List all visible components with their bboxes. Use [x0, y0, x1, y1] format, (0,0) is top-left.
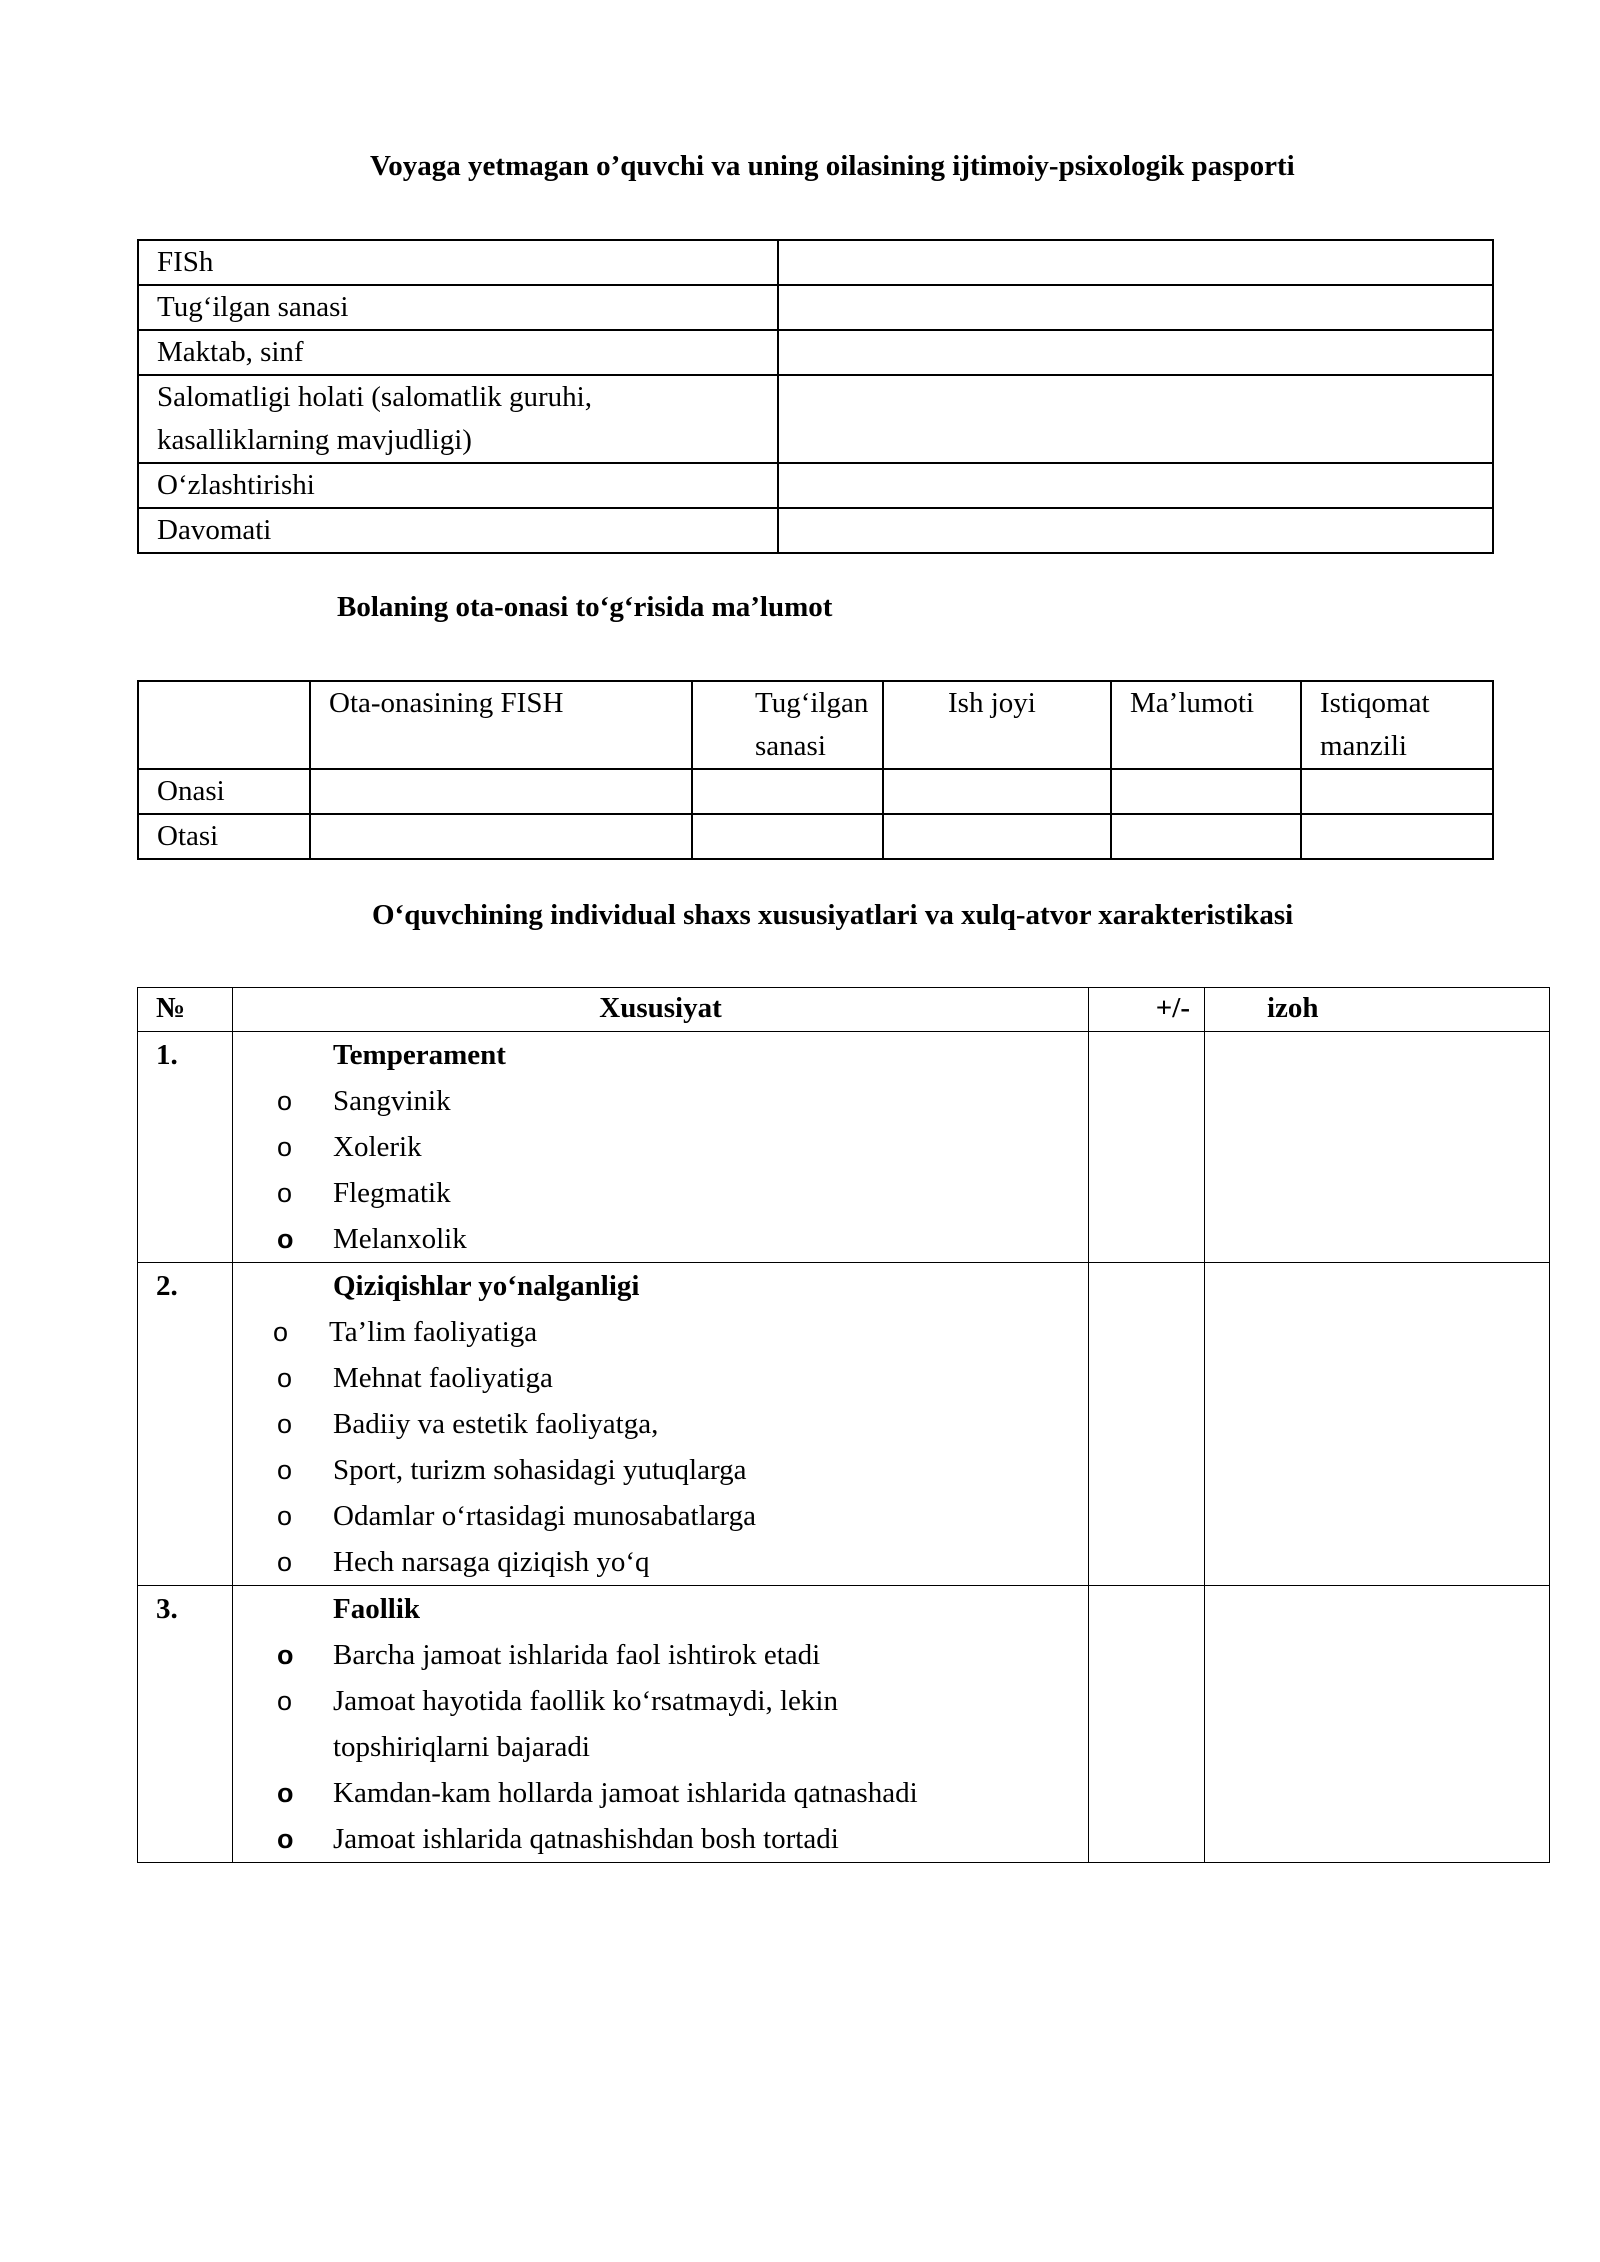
row-label: Otasi [138, 814, 310, 859]
table-row [138, 814, 1493, 859]
list-item [233, 1770, 1088, 1816]
option-label: Xolerik [333, 1131, 422, 1163]
option-label: Jamoat ishlarida qatnashishdan bosh tortadi [333, 1823, 839, 1855]
value-cell[interactable] [1111, 814, 1301, 859]
value-cell[interactable] [778, 463, 1493, 508]
list-item [233, 1355, 1088, 1401]
option-label: topshiriqlarni bajaradi [333, 1731, 590, 1763]
value-cell[interactable] [310, 814, 692, 859]
group-title: Qiziqishlar yo‘nalganligi [333, 1270, 640, 1302]
header-num: № [138, 988, 233, 1032]
group-title: Faollik [333, 1593, 421, 1625]
option-label: Jamoat hayotida faollik ko‘rsatmaydi, lekin [333, 1685, 838, 1717]
header-education: Ma’lumoti [1111, 681, 1301, 769]
value-cell[interactable] [778, 330, 1493, 375]
option-label: Sangvinik [333, 1085, 451, 1117]
list-item [233, 1124, 1088, 1170]
header-line: manzili [1320, 730, 1407, 762]
row-label: Tug‘ilgan sanasi [138, 285, 778, 330]
row-label-line: Salomatligi holati (salomatlik guruhi, [157, 381, 592, 413]
value-cell[interactable] [1301, 814, 1493, 859]
group-number: 2. [138, 1263, 233, 1586]
row-label-line: kasalliklarning mavjudligi) [157, 424, 472, 456]
option-label: Barcha jamoat ishlarida faol ishtirok etadi [333, 1639, 821, 1671]
bullet-icon: o [277, 1640, 294, 1670]
header-line: Istiqomat [1320, 687, 1430, 719]
value-cell[interactable] [778, 285, 1493, 330]
parents-table [137, 680, 1494, 860]
option-label: Flegmatik [333, 1177, 451, 1209]
group-title: Temperament [333, 1039, 506, 1071]
bullet-icon: o [277, 1409, 293, 1439]
note-cell[interactable] [1205, 1032, 1550, 1263]
row-label: FISh [138, 240, 778, 285]
parents-section-title: Bolaning ota-onasi to‘g‘risida ma’lumot [337, 591, 833, 623]
trait-cell [233, 1586, 1089, 1863]
list-item [233, 1309, 1088, 1355]
table-row [138, 330, 1493, 375]
bullet-icon: o [277, 1178, 293, 1208]
plus-minus-cell[interactable] [1089, 1263, 1205, 1586]
bullet-icon: o [273, 1317, 289, 1347]
bullet-icon: o [277, 1224, 294, 1254]
table-row [138, 285, 1493, 330]
table-row [138, 375, 1493, 463]
group-number: 3. [138, 1586, 233, 1863]
note-cell[interactable] [1205, 1586, 1550, 1863]
traits-section-title: O‘quvchining individual shaxs xususiyatlari va xulq-atvor xarakteristikasi [372, 899, 1294, 931]
option-label: Badiiy va estetik faoliyatga, [333, 1408, 659, 1440]
header-birth-date [692, 681, 883, 769]
note-cell[interactable] [1205, 1263, 1550, 1586]
list-item [233, 1816, 1088, 1862]
bullet-icon: o [277, 1824, 294, 1854]
list-item [233, 1078, 1088, 1124]
header-line: sanasi [755, 730, 826, 762]
group-number: 1. [138, 1032, 233, 1263]
option-label: Melanxolik [333, 1223, 467, 1255]
option-label: Kamdan-kam hollarda jamoat ishlarida qatnashadi [333, 1777, 918, 1809]
table-row [138, 463, 1493, 508]
value-cell[interactable] [692, 814, 883, 859]
option-label: Odamlar o‘rtasidagi munosabatlarga [333, 1500, 757, 1532]
list-item [233, 1401, 1088, 1447]
option-label: Ta’lim faoliyatiga [329, 1316, 538, 1348]
header-note: izoh [1205, 988, 1550, 1032]
table-row [138, 1586, 1550, 1863]
header-address [1301, 681, 1493, 769]
trait-cell [233, 1263, 1089, 1586]
table-row [138, 1032, 1550, 1263]
value-cell[interactable] [1111, 769, 1301, 814]
value-cell[interactable] [883, 769, 1111, 814]
plus-minus-cell[interactable] [1089, 1032, 1205, 1263]
trait-cell [233, 1032, 1089, 1263]
traits-table [137, 987, 1550, 1863]
list-item-continuation [233, 1724, 1088, 1770]
option-label: Sport, turizm sohasidagi yutuqlarga [333, 1454, 747, 1486]
table-header-row [138, 681, 1493, 769]
option-label: Mehnat faoliyatiga [333, 1362, 553, 1394]
header-empty [138, 681, 310, 769]
student-info-table [137, 239, 1494, 554]
header-job: Ish joyi [883, 681, 1111, 769]
list-item [233, 1170, 1088, 1216]
header-trait: Xususiyat [233, 988, 1089, 1032]
table-row [138, 769, 1493, 814]
value-cell[interactable] [778, 375, 1493, 463]
bullet-icon: o [277, 1547, 293, 1577]
list-item [233, 1678, 1088, 1724]
value-cell[interactable] [778, 508, 1493, 553]
list-item [233, 1632, 1088, 1678]
bullet-icon: o [277, 1363, 293, 1393]
table-header-row [138, 988, 1550, 1032]
header-line: Tug‘ilgan [755, 687, 869, 719]
bullet-icon: o [277, 1686, 293, 1716]
bullet-icon: o [277, 1501, 293, 1531]
list-item [233, 1216, 1088, 1262]
option-label: Hech narsaga qiziqish yo‘q [333, 1546, 650, 1578]
header-plus-minus: +/- [1089, 988, 1205, 1032]
bullet-icon: o [277, 1455, 293, 1485]
list-item [233, 1493, 1088, 1539]
row-label [138, 375, 778, 463]
value-cell[interactable] [1301, 769, 1493, 814]
plus-minus-cell[interactable] [1089, 1586, 1205, 1863]
header-fish: Ota-onasining FISH [310, 681, 692, 769]
bullet-icon: o [277, 1778, 294, 1808]
table-row [138, 508, 1493, 553]
row-label: Maktab, sinf [138, 330, 778, 375]
row-label: Onasi [138, 769, 310, 814]
page-title: Voyaga yetmagan o’quvchi va uning oilasining ijtimoiy-psixologik pasporti [370, 150, 1295, 182]
list-item [233, 1539, 1088, 1585]
table-row [138, 1263, 1550, 1586]
table-row [138, 240, 1493, 285]
bullet-icon: o [277, 1132, 293, 1162]
row-label: Davomati [138, 508, 778, 553]
value-cell[interactable] [883, 814, 1111, 859]
value-cell[interactable] [310, 769, 692, 814]
value-cell[interactable] [692, 769, 883, 814]
value-cell[interactable] [778, 240, 1493, 285]
list-item [233, 1447, 1088, 1493]
bullet-icon: o [277, 1086, 293, 1116]
row-label: O‘zlashtirishi [138, 463, 778, 508]
